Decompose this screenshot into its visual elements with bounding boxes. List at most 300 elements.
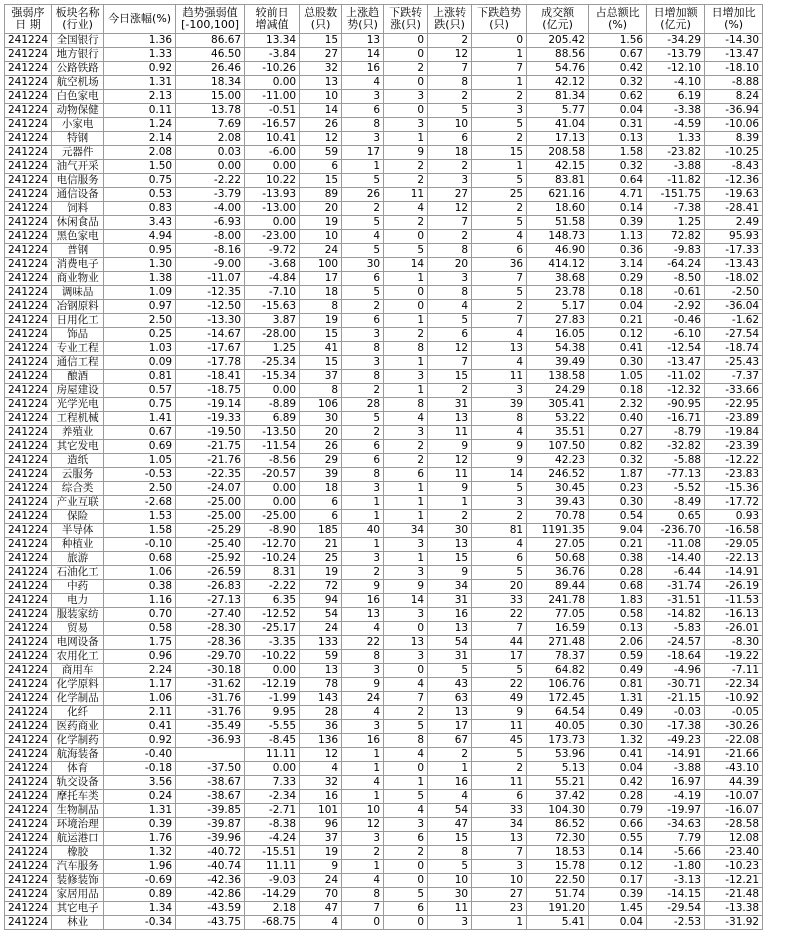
uptrend-cell: 22 (342, 636, 384, 650)
table-row[interactable] (5, 580, 763, 594)
total-stocks-cell: 133 (300, 636, 342, 650)
uptrend-cell: 4 (342, 230, 384, 244)
change-pct-cell: 1.75 (104, 636, 176, 650)
turnover-increase-cell: -11.82 (647, 174, 705, 188)
header-line: 强弱序 (11, 6, 45, 19)
header-turnover-increase[interactable] (647, 5, 705, 34)
turnover-increase-cell: -14.91 (647, 748, 705, 762)
table-row[interactable] (5, 202, 763, 216)
up-to-down-cell: 5 (428, 314, 472, 328)
turnover-share-cell: 0.30 (589, 720, 647, 734)
increase-pct-cell: -8.43 (705, 160, 763, 174)
sector-name-cell: 电信服务 (52, 174, 104, 188)
sector-name-cell: 动物保健 (52, 104, 104, 118)
trend-value-cell: -28.30 (176, 622, 245, 636)
uptrend-cell: 3 (342, 356, 384, 370)
down-to-up-cell: 2 (384, 62, 428, 76)
up-to-down-cell: 11 (428, 468, 472, 482)
table-row[interactable] (5, 230, 763, 244)
turnover-share-cell: 0.32 (589, 76, 647, 90)
table-row[interactable] (5, 482, 763, 496)
sector-name-cell: 化学制药 (52, 734, 104, 748)
downtrend-cell: 2 (472, 510, 527, 524)
total-stocks-cell: 37 (300, 832, 342, 846)
uptrend-cell: 16 (342, 594, 384, 608)
turnover-increase-cell: -31.51 (647, 594, 705, 608)
uptrend-cell: 2 (342, 384, 384, 398)
delta-value-cell: 3.87 (245, 314, 300, 328)
increase-pct-cell: -14.30 (705, 34, 763, 48)
delta-value-cell: -9.72 (245, 244, 300, 258)
increase-pct-cell: -13.43 (705, 258, 763, 272)
total-stocks-cell: 96 (300, 818, 342, 832)
date-cell: 241224 (5, 384, 52, 398)
table-row[interactable] (5, 272, 763, 286)
table-row[interactable] (5, 552, 763, 566)
table-row[interactable] (5, 286, 763, 300)
date-cell: 241224 (5, 272, 52, 286)
uptrend-cell: 3 (342, 720, 384, 734)
trend-value-cell: -43.75 (176, 916, 245, 930)
sector-name-cell: 航海装备 (52, 748, 104, 762)
up-to-down-cell: 7 (428, 356, 472, 370)
table-row[interactable] (5, 440, 763, 454)
table-row[interactable] (5, 622, 763, 636)
sector-name-cell: 商业物业 (52, 272, 104, 286)
header-downtrend[interactable] (472, 5, 527, 34)
total-stocks-cell: 37 (300, 370, 342, 384)
table-row[interactable] (5, 916, 763, 930)
table-row[interactable] (5, 412, 763, 426)
down-to-up-cell: 0 (384, 762, 428, 776)
change-pct-cell: 0.81 (104, 370, 176, 384)
change-pct-cell: 0.39 (104, 818, 176, 832)
change-pct-cell: 1.34 (104, 902, 176, 916)
trend-value-cell: 13.78 (176, 104, 245, 118)
turnover-cell: 50.68 (527, 552, 589, 566)
turnover-share-cell: 1.13 (589, 230, 647, 244)
date-cell: 241224 (5, 776, 52, 790)
change-pct-cell: 2.11 (104, 706, 176, 720)
turnover-cell: 30.45 (527, 482, 589, 496)
turnover-increase-cell: -151.75 (647, 188, 705, 202)
increase-pct-cell: 2.49 (705, 216, 763, 230)
table-row[interactable] (5, 594, 763, 608)
trend-value-cell: -21.76 (176, 454, 245, 468)
turnover-increase-cell: -5.88 (647, 454, 705, 468)
table-row[interactable] (5, 706, 763, 720)
header-line: 跌(只) (434, 18, 465, 31)
increase-pct-cell: -22.34 (705, 678, 763, 692)
table-row[interactable] (5, 846, 763, 860)
header-sector-name[interactable] (52, 5, 104, 34)
table-row[interactable] (5, 174, 763, 188)
table-row[interactable] (5, 188, 763, 202)
turnover-share-cell: 0.04 (589, 300, 647, 314)
turnover-increase-cell: -3.13 (647, 874, 705, 888)
table-row[interactable] (5, 748, 763, 762)
down-to-up-cell: 4 (384, 202, 428, 216)
downtrend-cell: 6 (472, 790, 527, 804)
down-to-up-cell: 5 (384, 790, 428, 804)
date-cell: 241224 (5, 818, 52, 832)
table-row[interactable] (5, 888, 763, 902)
table-row[interactable] (5, 734, 763, 748)
turnover-share-cell: 9.04 (589, 524, 647, 538)
turnover-share-cell: 0.42 (589, 62, 647, 76)
trend-value-cell: -42.36 (176, 874, 245, 888)
table-row[interactable] (5, 356, 763, 370)
turnover-increase-cell: -9.83 (647, 244, 705, 258)
uptrend-cell: 13 (342, 34, 384, 48)
table-row[interactable] (5, 538, 763, 552)
change-pct-cell: 0.92 (104, 734, 176, 748)
down-to-up-cell: 0 (384, 48, 428, 62)
turnover-share-cell: 0.30 (589, 356, 647, 370)
turnover-increase-cell: -8.50 (647, 272, 705, 286)
date-cell: 241224 (5, 90, 52, 104)
sector-name-cell: 保险 (52, 510, 104, 524)
header-line: (亿元) (542, 18, 573, 31)
turnover-cell: 138.58 (527, 370, 589, 384)
uptrend-cell: 3 (342, 664, 384, 678)
total-stocks-cell: 89 (300, 188, 342, 202)
turnover-cell: 305.41 (527, 398, 589, 412)
date-cell: 241224 (5, 538, 52, 552)
turnover-increase-cell: -4.19 (647, 790, 705, 804)
turnover-share-cell: 0.41 (589, 748, 647, 762)
table-row[interactable] (5, 34, 763, 48)
downtrend-cell: 5 (472, 286, 527, 300)
table-row[interactable] (5, 790, 763, 804)
turnover-increase-cell: -49.23 (647, 734, 705, 748)
table-row[interactable] (5, 664, 763, 678)
trend-value-cell: -25.29 (176, 524, 245, 538)
header-date[interactable] (5, 5, 52, 34)
turnover-share-cell: 1.32 (589, 734, 647, 748)
downtrend-cell: 11 (472, 776, 527, 790)
downtrend-cell: 3 (472, 104, 527, 118)
increase-pct-cell: -30.26 (705, 720, 763, 734)
table-row[interactable] (5, 314, 763, 328)
delta-value-cell: -8.45 (245, 734, 300, 748)
sector-name-cell: 半导体 (52, 524, 104, 538)
header-turnover[interactable] (527, 5, 589, 34)
increase-pct-cell: -10.92 (705, 692, 763, 706)
date-cell: 241224 (5, 426, 52, 440)
date-cell: 241224 (5, 160, 52, 174)
turnover-cell: 51.74 (527, 888, 589, 902)
table-row[interactable] (5, 496, 763, 510)
date-cell: 241224 (5, 76, 52, 90)
increase-pct-cell: -29.05 (705, 538, 763, 552)
header-line: 较前日 (255, 6, 289, 19)
date-cell: 241224 (5, 216, 52, 230)
date-cell: 241224 (5, 524, 52, 538)
table-row[interactable] (5, 62, 763, 76)
table-row[interactable] (5, 510, 763, 524)
turnover-cell: 42.23 (527, 454, 589, 468)
uptrend-cell: 1 (342, 496, 384, 510)
header-trend-value[interactable] (176, 5, 245, 34)
total-stocks-cell: 47 (300, 902, 342, 916)
increase-pct-cell: -26.01 (705, 622, 763, 636)
header-delta-value[interactable] (245, 5, 300, 34)
table-row[interactable] (5, 398, 763, 412)
table-row[interactable] (5, 342, 763, 356)
turnover-increase-cell: -34.63 (647, 818, 705, 832)
turnover-share-cell: 0.59 (589, 650, 647, 664)
table-row[interactable] (5, 902, 763, 916)
date-cell: 241224 (5, 258, 52, 272)
downtrend-cell: 11 (472, 720, 527, 734)
table-row[interactable] (5, 454, 763, 468)
change-pct-cell: 0.58 (104, 622, 176, 636)
up-to-down-cell: 12 (428, 342, 472, 356)
header-line: (亿元) (660, 18, 691, 31)
delta-value-cell: -12.70 (245, 538, 300, 552)
table-row[interactable] (5, 636, 763, 650)
turnover-share-cell: 0.42 (589, 776, 647, 790)
change-pct-cell: 2.50 (104, 482, 176, 496)
change-pct-cell: 1.06 (104, 566, 176, 580)
table-row[interactable] (5, 566, 763, 580)
table-row[interactable] (5, 692, 763, 706)
uptrend-cell: 7 (342, 902, 384, 916)
header-uptrend[interactable] (342, 5, 384, 34)
downtrend-cell: 81 (472, 524, 527, 538)
delta-value-cell: -3.68 (245, 258, 300, 272)
downtrend-cell: 1 (472, 916, 527, 930)
downtrend-cell: 3 (472, 496, 527, 510)
increase-pct-cell: 8.39 (705, 132, 763, 146)
increase-pct-cell: -16.07 (705, 804, 763, 818)
downtrend-cell: 7 (472, 62, 527, 76)
delta-value-cell: -15.34 (245, 370, 300, 384)
table-row[interactable] (5, 146, 763, 160)
table-row[interactable] (5, 160, 763, 174)
table-row[interactable] (5, 818, 763, 832)
uptrend-cell: 4 (342, 706, 384, 720)
downtrend-cell: 22 (472, 678, 527, 692)
down-to-up-cell: 14 (384, 258, 428, 272)
table-row[interactable] (5, 608, 763, 622)
turnover-increase-cell: -0.03 (647, 706, 705, 720)
table-row[interactable] (5, 104, 763, 118)
table-row[interactable] (5, 244, 763, 258)
turnover-share-cell: 0.23 (589, 482, 647, 496)
increase-pct-cell: -10.25 (705, 146, 763, 160)
date-cell: 241224 (5, 496, 52, 510)
turnover-increase-cell: -13.47 (647, 356, 705, 370)
table-row[interactable] (5, 426, 763, 440)
table-row[interactable] (5, 132, 763, 146)
table-row[interactable] (5, 300, 763, 314)
turnover-cell: 18.53 (527, 846, 589, 860)
uptrend-cell: 4 (342, 76, 384, 90)
change-pct-cell: 1.36 (104, 34, 176, 48)
turnover-share-cell: 0.82 (589, 440, 647, 454)
turnover-share-cell: 0.49 (589, 664, 647, 678)
increase-pct-cell: 0.93 (705, 510, 763, 524)
turnover-increase-cell: -31.74 (647, 580, 705, 594)
header-change-pct[interactable] (104, 5, 176, 34)
turnover-share-cell: 0.41 (589, 342, 647, 356)
uptrend-cell: 3 (342, 132, 384, 146)
total-stocks-cell: 28 (300, 706, 342, 720)
table-row[interactable] (5, 216, 763, 230)
trend-value-cell: -43.59 (176, 902, 245, 916)
total-stocks-cell: 8 (300, 384, 342, 398)
down-to-up-cell: 6 (384, 468, 428, 482)
uptrend-cell: 6 (342, 104, 384, 118)
delta-value-cell: -8.89 (245, 398, 300, 412)
change-pct-cell: -0.34 (104, 916, 176, 930)
turnover-cell: 414.12 (527, 258, 589, 272)
sector-name-cell: 通信工程 (52, 356, 104, 370)
turnover-share-cell: 0.28 (589, 790, 647, 804)
turnover-cell: 246.52 (527, 468, 589, 482)
table-row[interactable] (5, 118, 763, 132)
turnover-share-cell: 1.45 (589, 902, 647, 916)
down-to-up-cell: 9 (384, 580, 428, 594)
table-row[interactable] (5, 860, 763, 874)
table-row[interactable] (5, 258, 763, 272)
trend-value-cell (176, 748, 245, 762)
down-to-up-cell: 2 (384, 160, 428, 174)
turnover-cell: 40.05 (527, 720, 589, 734)
table-row[interactable] (5, 90, 763, 104)
table-row[interactable] (5, 650, 763, 664)
table-row[interactable] (5, 370, 763, 384)
sector-name-cell: 养殖业 (52, 426, 104, 440)
turnover-share-cell: 0.30 (589, 496, 647, 510)
increase-pct-cell: 8.24 (705, 90, 763, 104)
sector-name-cell: 化纤 (52, 706, 104, 720)
down-to-up-cell: 5 (384, 888, 428, 902)
total-stocks-cell: 136 (300, 734, 342, 748)
delta-value-cell: 9.95 (245, 706, 300, 720)
table-row[interactable] (5, 76, 763, 90)
table-row[interactable] (5, 762, 763, 776)
table-row[interactable] (5, 384, 763, 398)
table-row[interactable] (5, 874, 763, 888)
trend-value-cell: -38.67 (176, 776, 245, 790)
delta-value-cell: -12.19 (245, 678, 300, 692)
total-stocks-cell: 19 (300, 216, 342, 230)
uptrend-cell: 2 (342, 846, 384, 860)
downtrend-cell: 7 (472, 272, 527, 286)
header-up-to-down[interactable] (428, 5, 472, 34)
sector-name-cell: 房屋建设 (52, 384, 104, 398)
up-to-down-cell: 3 (428, 916, 472, 930)
table-row[interactable] (5, 832, 763, 846)
turnover-increase-cell: -12.54 (647, 342, 705, 356)
date-cell: 241224 (5, 468, 52, 482)
turnover-increase-cell: -18.64 (647, 650, 705, 664)
table-row[interactable] (5, 524, 763, 538)
date-cell: 241224 (5, 902, 52, 916)
table-row[interactable] (5, 328, 763, 342)
total-stocks-cell: 4 (300, 762, 342, 776)
total-stocks-cell: 6 (300, 510, 342, 524)
change-pct-cell: 0.41 (104, 720, 176, 734)
turnover-increase-cell: -5.52 (647, 482, 705, 496)
up-to-down-cell: 15 (428, 832, 472, 846)
increase-pct-cell: -23.83 (705, 468, 763, 482)
header-line: 增减值 (255, 18, 289, 31)
turnover-increase-cell: -3.88 (647, 762, 705, 776)
table-row[interactable] (5, 48, 763, 62)
downtrend-cell: 14 (472, 468, 527, 482)
up-to-down-cell: 63 (428, 692, 472, 706)
turnover-share-cell: 0.62 (589, 90, 647, 104)
uptrend-cell: 3 (342, 90, 384, 104)
up-to-down-cell: 54 (428, 636, 472, 650)
delta-value-cell: -28.00 (245, 328, 300, 342)
turnover-share-cell: 0.58 (589, 608, 647, 622)
turnover-cell: 205.42 (527, 34, 589, 48)
uptrend-cell: 8 (342, 650, 384, 664)
table-row[interactable] (5, 720, 763, 734)
table-row[interactable] (5, 678, 763, 692)
up-to-down-cell: 2 (428, 90, 472, 104)
sector-name-cell: 光学光电 (52, 398, 104, 412)
downtrend-cell: 5 (472, 566, 527, 580)
total-stocks-cell: 106 (300, 398, 342, 412)
date-cell: 241224 (5, 174, 52, 188)
down-to-up-cell: 7 (384, 692, 428, 706)
uptrend-cell: 5 (342, 174, 384, 188)
up-to-down-cell: 18 (428, 146, 472, 160)
sector-name-cell: 调味品 (52, 286, 104, 300)
turnover-share-cell: 2.06 (589, 636, 647, 650)
header-turnover-share[interactable] (589, 5, 647, 34)
delta-value-cell: -3.84 (245, 48, 300, 62)
turnover-increase-cell: -14.40 (647, 552, 705, 566)
down-to-up-cell: 14 (384, 594, 428, 608)
turnover-share-cell: 0.49 (589, 706, 647, 720)
table-row[interactable] (5, 804, 763, 818)
sector-name-cell: 饰品 (52, 328, 104, 342)
table-row[interactable] (5, 776, 763, 790)
downtrend-cell: 7 (472, 622, 527, 636)
total-stocks-cell: 101 (300, 804, 342, 818)
delta-value-cell: -7.10 (245, 286, 300, 300)
uptrend-cell: 2 (342, 202, 384, 216)
change-pct-cell: 0.97 (104, 300, 176, 314)
date-cell: 241224 (5, 636, 52, 650)
turnover-share-cell: 0.12 (589, 860, 647, 874)
turnover-cell: 208.58 (527, 146, 589, 160)
increase-pct-cell: -18.74 (705, 342, 763, 356)
delta-value-cell: 0.00 (245, 160, 300, 174)
header-total-stocks[interactable] (300, 5, 342, 34)
change-pct-cell: 1.09 (104, 286, 176, 300)
change-pct-cell: 0.70 (104, 608, 176, 622)
increase-pct-cell: -18.02 (705, 272, 763, 286)
change-pct-cell: 0.83 (104, 202, 176, 216)
total-stocks-cell: 59 (300, 146, 342, 160)
table-row[interactable] (5, 468, 763, 482)
delta-value-cell: -20.57 (245, 468, 300, 482)
header-down-to-up[interactable] (384, 5, 428, 34)
delta-value-cell: -12.52 (245, 608, 300, 622)
sector-name-cell: 化学制品 (52, 692, 104, 706)
turnover-cell: 83.81 (527, 174, 589, 188)
header-increase-pct[interactable] (705, 5, 763, 34)
uptrend-cell: 3 (342, 328, 384, 342)
